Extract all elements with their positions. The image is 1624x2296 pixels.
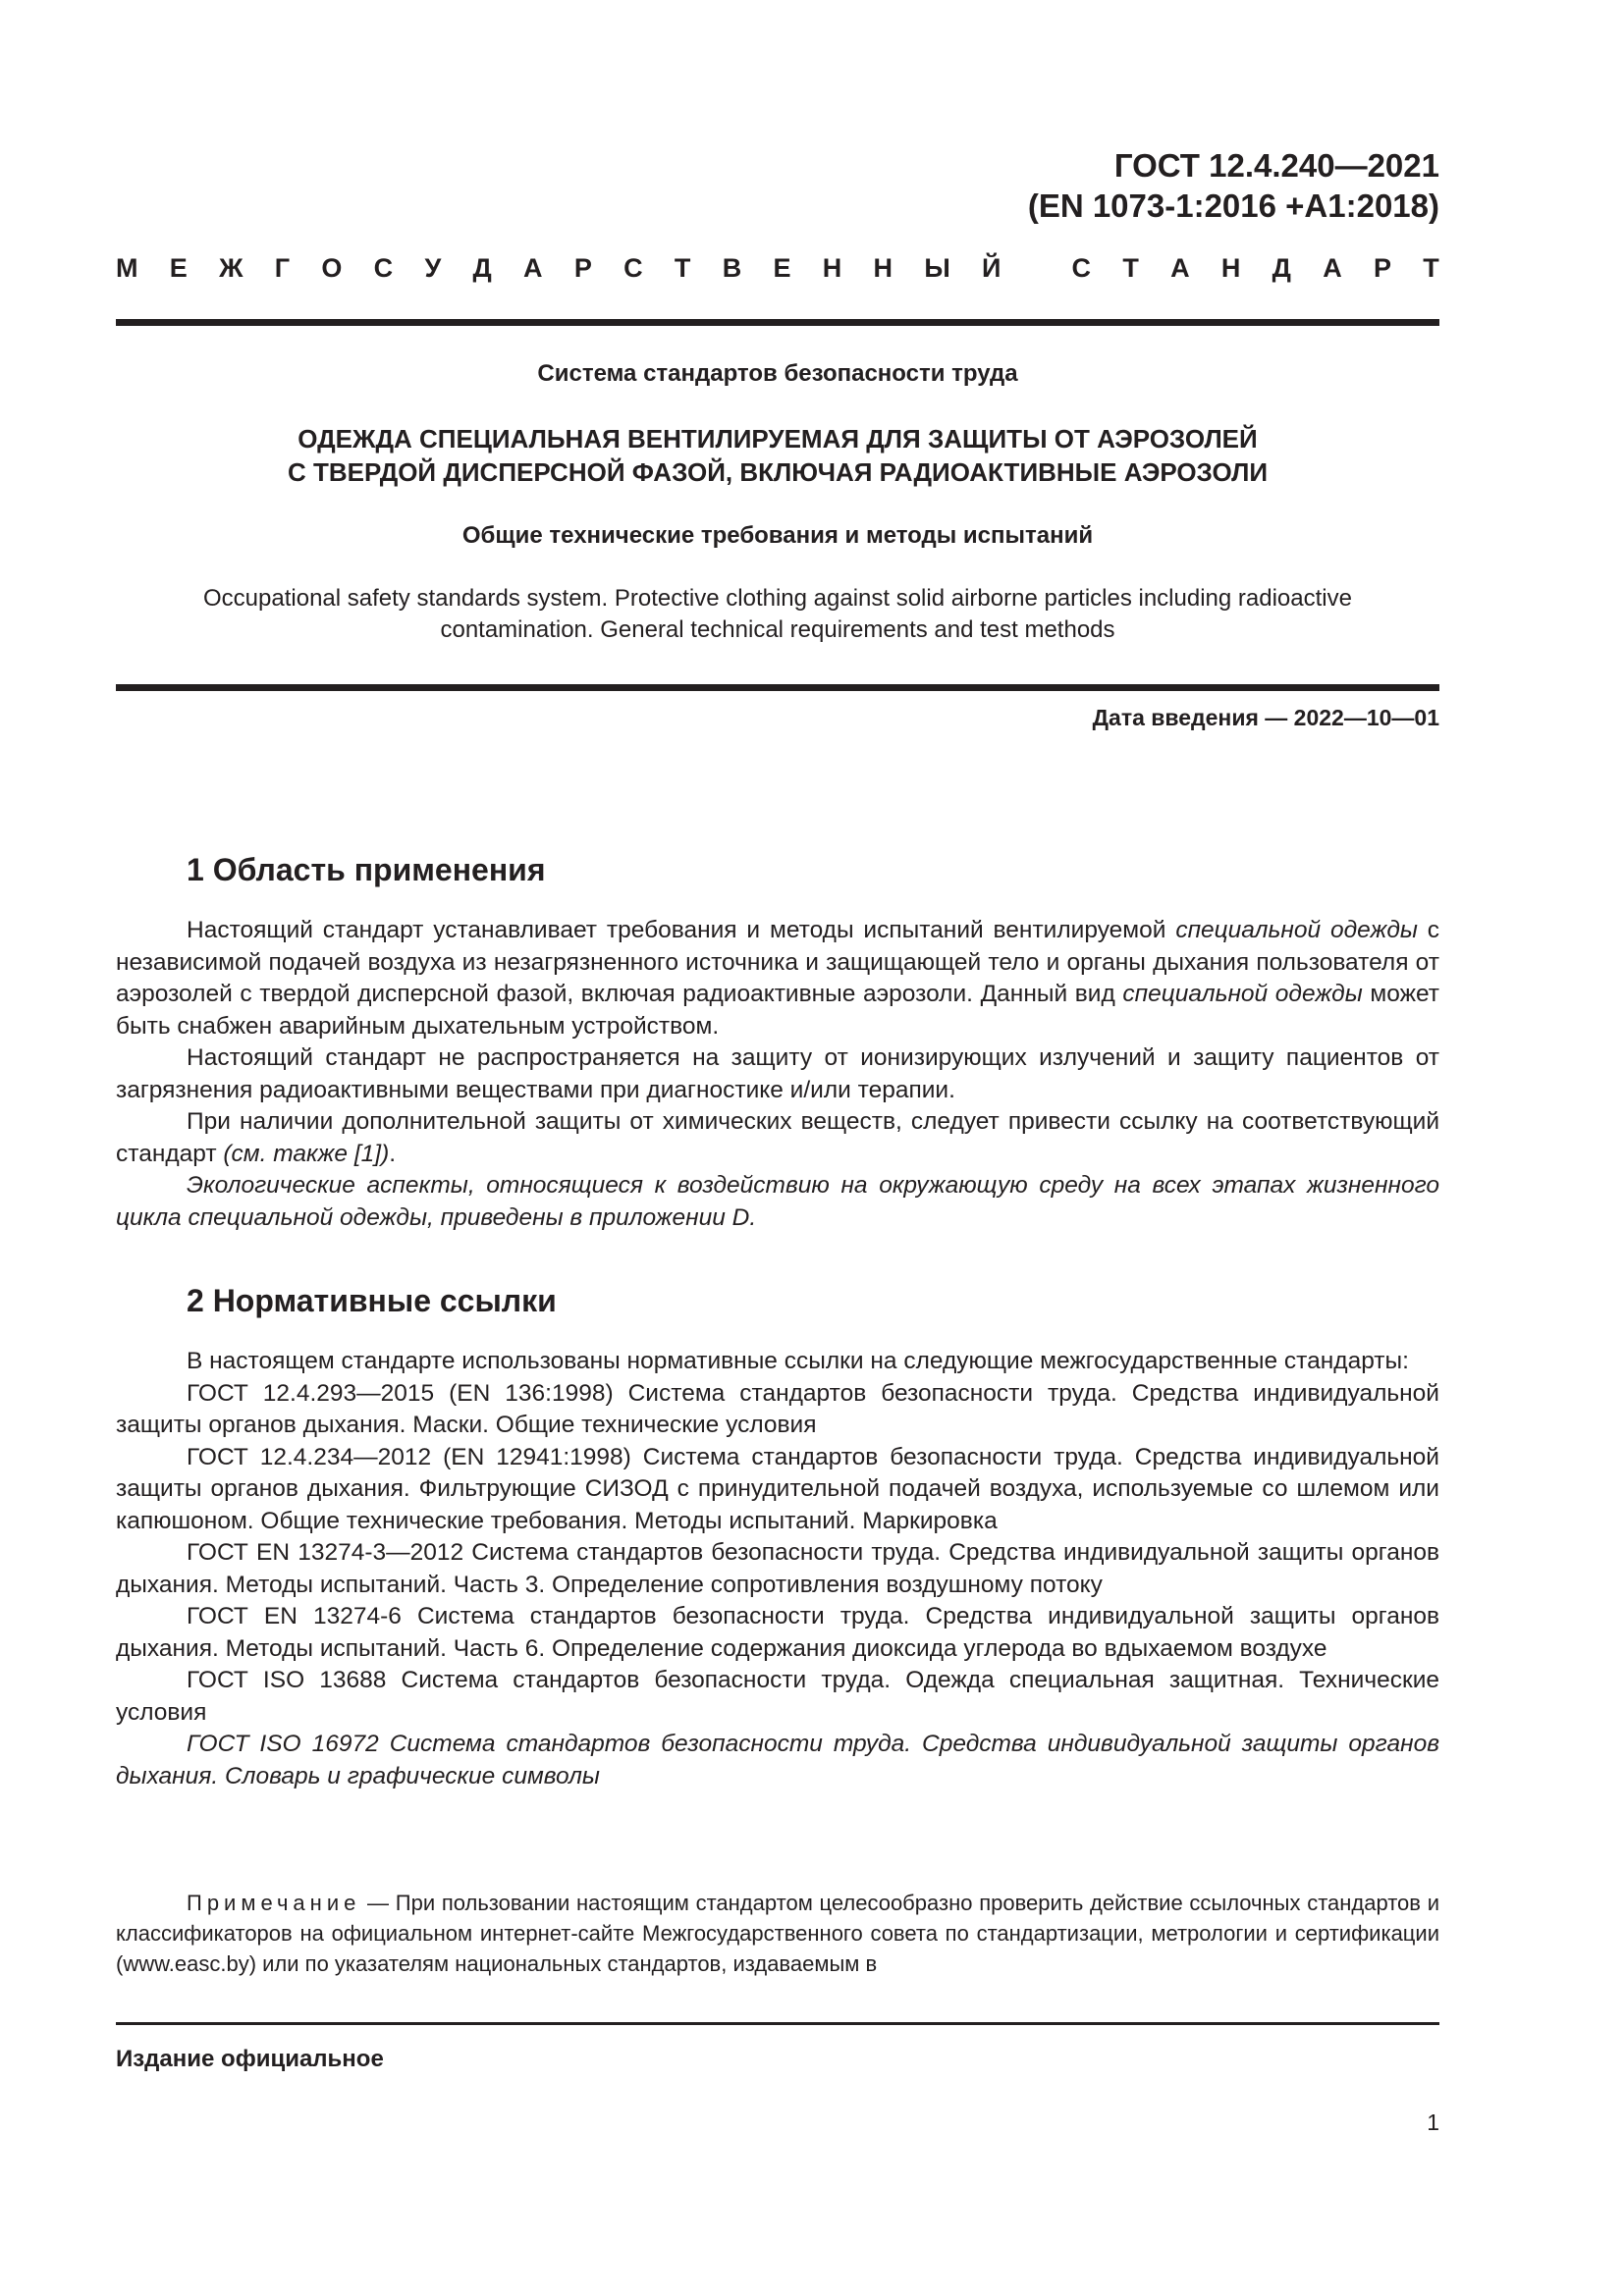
banner-letter: Й: [982, 253, 1001, 283]
title-rule: [116, 684, 1439, 691]
standard-title: [116, 422, 1439, 489]
section-1-paragraph: Экологические аспекты, относящиеся к воздействию на окружающую среду на всех этапах жизненного цикла специальной одежды, приведены в приложении D.: [116, 1172, 1439, 1231]
reference-item: ГОСТ EN 13274-3—2012 Система стандартов безопасности труда. Средства индивидуальной защиты органов дыхания. Методы испытаний. Часть 3. Определение сопротивления воздушному потоку: [116, 1539, 1439, 1598]
section-2-paragraph: В настоящем стандарте использованы нормативные ссылки на следующие межгосударственные стандарты:: [187, 1348, 1409, 1374]
official-edition-label: Издание официальное: [116, 2046, 384, 2072]
reference-item: ГОСТ 12.4.234—2012 (EN 12941:1998) Система стандартов безопасности труда. Средства индивидуальной защиты органов дыхания. Фильтрующие СИЗОД с принудительной подачей воздуха, используемые со шлемом или капюшоном. Общие технические требования. Методы испытаний. Маркировка: [116, 1443, 1439, 1534]
section-2-heading: 2 Нормативные ссылки: [187, 1283, 557, 1318]
english-title-line-1: Occupational safety standards system. Protective clothing against solid airborne particles including radioactive: [203, 585, 1352, 612]
banner-letter: Е: [169, 253, 188, 283]
section-1-paragraph: Настоящий стандарт не распространяется на защиту от ионизирующих излучений и защиту пациентов от загрязнения радиоактивными веществами при диагностике и/или терапии.: [116, 1044, 1439, 1103]
english-title: [116, 583, 1439, 646]
text-run: .: [389, 1140, 397, 1167]
banner-letter: А: [1323, 253, 1342, 283]
section-1-paragraph: [116, 1106, 1439, 1170]
page-number: 1: [1427, 2109, 1439, 2135]
banner-letter: Т: [1122, 253, 1139, 283]
reference-item: ГОСТ ISO 13688 Система стандартов безопасности труда. Одежда специальная защитная. Технические условия: [116, 1667, 1439, 1726]
note-label: Примечание: [187, 1891, 361, 1915]
banner-letter: Т: [1423, 253, 1439, 283]
document-page: [116, 0, 1439, 2296]
banner-letter: С: [623, 253, 643, 283]
banner-letter: Ы: [924, 253, 950, 283]
banner-letter: Г: [274, 253, 291, 283]
banner-letter: Д: [472, 253, 492, 283]
text-run: может быть снабжен аварийным дыхательным устройством.: [116, 981, 1440, 1040]
banner-letter: С: [373, 253, 394, 283]
banner-letter: Д: [1272, 253, 1291, 283]
note-block: [116, 1888, 1439, 1979]
introduction-date: Дата введения — 2022—10—01: [1092, 705, 1439, 730]
text-run: При наличии дополнительной защиты от химических веществ, следует привести ссылку на соответствующий стандарт: [116, 1108, 1439, 1167]
top-rule: [116, 319, 1439, 326]
banner-letter: Н: [1220, 253, 1241, 283]
standards-system-line: Система стандартов безопасности труда: [537, 360, 1018, 387]
banner-letter: Р: [573, 253, 592, 283]
section-1-paragraph: [116, 915, 1439, 1042]
footer-rule: [116, 2022, 1439, 2025]
reference-item: ГОСТ ISO 16972 Система стандартов безопасности труда. Средства индивидуальной защиты органов дыхания. Словарь и графические символы: [116, 1731, 1439, 1789]
section-1-body: [116, 915, 1439, 1234]
reference-italic: (см. также [1]): [223, 1140, 390, 1167]
banner-letter: О: [321, 253, 343, 283]
interstate-standard-banner: [116, 253, 1439, 284]
title-line-1: ОДЕЖДА СПЕЦИАЛЬНАЯ ВЕНТИЛИРУЕМАЯ ДЛЯ ЗАЩИТЫ ОТ АЭРОЗОЛЕЙ: [298, 424, 1258, 454]
designation-line-1: ГОСТ 12.4.240—2021: [1113, 147, 1439, 184]
banner-letter: Ж: [219, 253, 244, 283]
section-2-body: [116, 1346, 1439, 1792]
section-1-heading: 1 Область применения: [187, 852, 546, 887]
standard-designation: [1028, 145, 1439, 226]
banner-letter: Е: [773, 253, 791, 283]
banner-letter: С: [1071, 253, 1092, 283]
note-paragraph: [116, 1888, 1439, 1979]
reference-item: ГОСТ 12.4.293—2015 (EN 136:1998) Система стандартов безопасности труда. Средства индивидуальной защиты органов дыхания. Маски. Общие технические условия: [116, 1379, 1439, 1438]
term-italic: специальной одежды: [1122, 981, 1363, 1007]
english-title-line-2: contamination. General technical requirements and test methods: [440, 616, 1115, 643]
text-run: Настоящий стандарт устанавливает требования и методы испытаний вентилируемой: [187, 917, 1176, 943]
text-run: с независимой подачей воздуха из незагрязненного источника и защищающей тело и органы дыхания пользователя от аэрозолей с твердой дисперсной фазой, включая радиоактивные аэрозоли. Данный вид: [116, 917, 1439, 1007]
designation-line-2: (EN 1073-1:2016 +A1:2018): [1027, 187, 1439, 224]
banner-letter: В: [722, 253, 742, 283]
title-line-2: С ТВЕРДОЙ ДИСПЕРСНОЙ ФАЗОЙ, ВКЛЮЧАЯ РАДИОАКТИВНЫЕ АЭРОЗОЛИ: [287, 457, 1269, 487]
banner-letter: Н: [873, 253, 893, 283]
banner-letter: А: [523, 253, 543, 283]
banner-letter: Н: [822, 253, 842, 283]
banner-letter: У: [424, 253, 442, 283]
reference-item: ГОСТ EN 13274-6 Система стандартов безопасности труда. Средства индивидуальной защиты органов дыхания. Методы испытаний. Часть 6. Определение содержания диоксида углерода во вдыхаемом воздухе: [116, 1603, 1439, 1662]
term-italic: специальной одежды: [1175, 917, 1418, 943]
standard-subtitle: Общие технические требования и методы испытаний: [461, 522, 1094, 549]
note-text: — При пользовании настоящим стандартом целесообразно проверить действие ссылочных стандартов и классификаторов на официальном интернет-сайте Межгосударственного совета по стандартизации, метрологии и сертификации (www.easc.by) или по указателям национальных стандартов, издаваемым в: [116, 1891, 1439, 1976]
banner-gap: [1033, 253, 1041, 284]
banner-letter: Т: [674, 253, 691, 283]
banner-letter: М: [116, 253, 138, 283]
banner-letter: А: [1170, 253, 1190, 283]
banner-letter: Р: [1373, 253, 1391, 283]
